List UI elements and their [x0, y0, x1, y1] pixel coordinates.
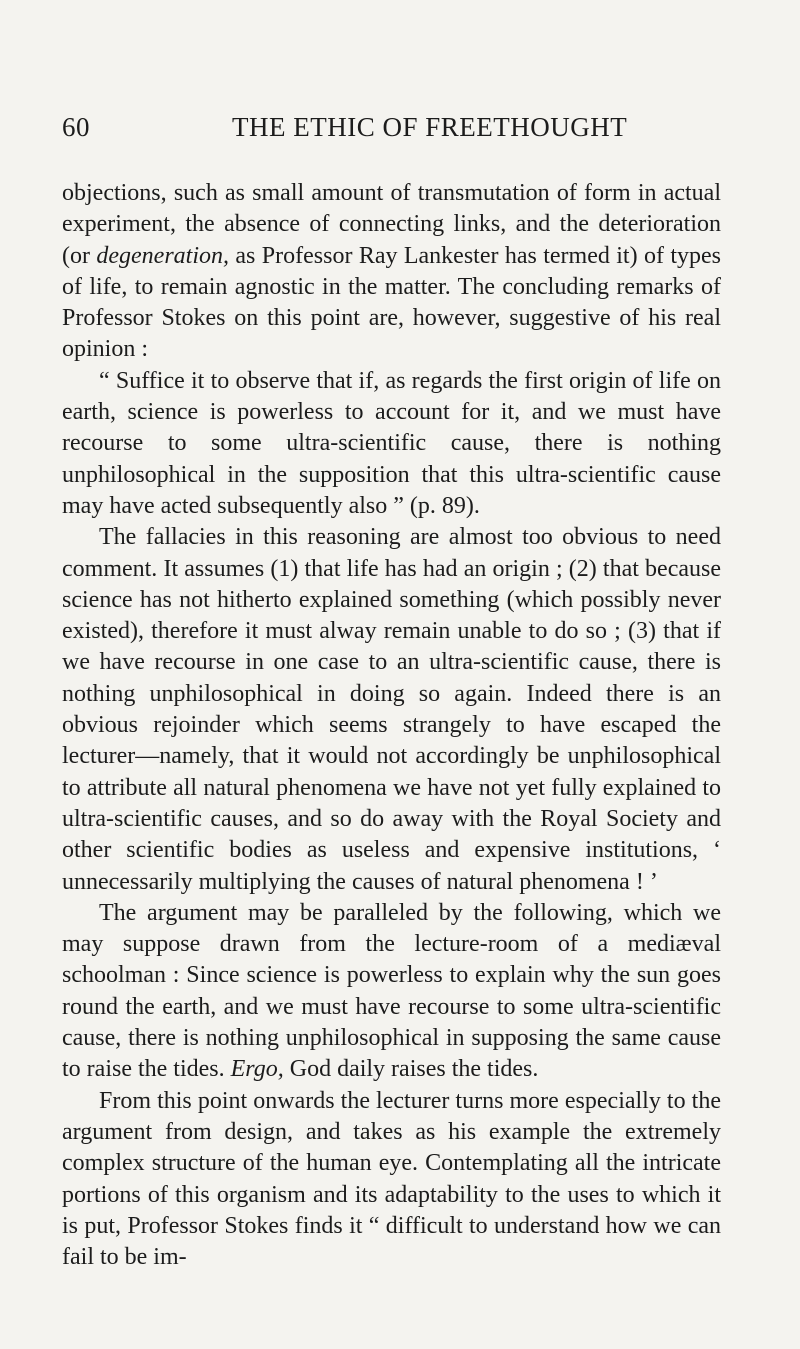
quotation-paragraph: “ Suffice it to observe that if, as regards the first origin of life on earth, science is powerless to account for it, and we must have recourse to some ultra-scientific cause, there is nothing unphilosophical in the supposition that this ultra-scientific cause may have acted subsequently also ” (p. 89).: [62, 367, 721, 519]
paragraph-3: The fallacies in this reasoning are almost too obvious to need comment. It assumes (1) that life has had an origin ; (2) that because science has not hitherto explained something (which possibly never existed), therefore it must alway remain unable to do so ; (3) that if we have recourse in one case to an ultra-scientific cause, there is nothing unphilosophical in doing so again. Indeed there is an obvious rejoinder which seems strangely to have escaped the lecturer—namely, that it would not accordingly be unphilosophical to attribute all natural phenomena we have not yet fully explained to ultra-scientific causes, and so do away with the Royal Society and other scientific bodies as useless and expensive institutions, ‘ unnecessarily multiplying the causes of natural phenomena ! ’: [62, 524, 721, 895]
paragraph-1: objections, such as small amount of transmutation of form in actual experiment, the absence of connecting links, and the deterioration (or degeneration, as Professor Ray Lankester has termed it) of types of life, to remain agnostic in the matter. The concluding remarks of Professor Stokes on this point are, however, suggestive of his real opinion :: [62, 180, 722, 363]
running-head: THE ETHIC OF FREETHOUGHT: [232, 112, 628, 142]
italic-degeneration: degeneration,: [96, 242, 230, 269]
body-text: [62, 178, 721, 1273]
page-header: [62, 112, 718, 152]
paragraph-5: From this point onwards the lecturer turns more especially to the argument from design, and takes as his example the extremely complex structure of the human eye. Contemplating all the intricate portions of this organism and its adaptability to the uses to which it is put, Professor Stokes finds it “ difficult to understand how we can fail to be im-: [62, 1087, 721, 1271]
italic-ergo: Ergo,: [230, 1056, 284, 1083]
page-number: 60: [62, 112, 90, 142]
paragraph-4: The argument may be paralleled by the following, which we may suppose drawn from the lecture-room of a mediæval schoolman : Since science is powerless to explain why the sun goes round the earth, and we must have recourse to some ultra-scientific cause, there is nothing unphilosophical in supposing the same cause to raise the tides. Ergo, God daily raises the tides.: [62, 899, 721, 1083]
